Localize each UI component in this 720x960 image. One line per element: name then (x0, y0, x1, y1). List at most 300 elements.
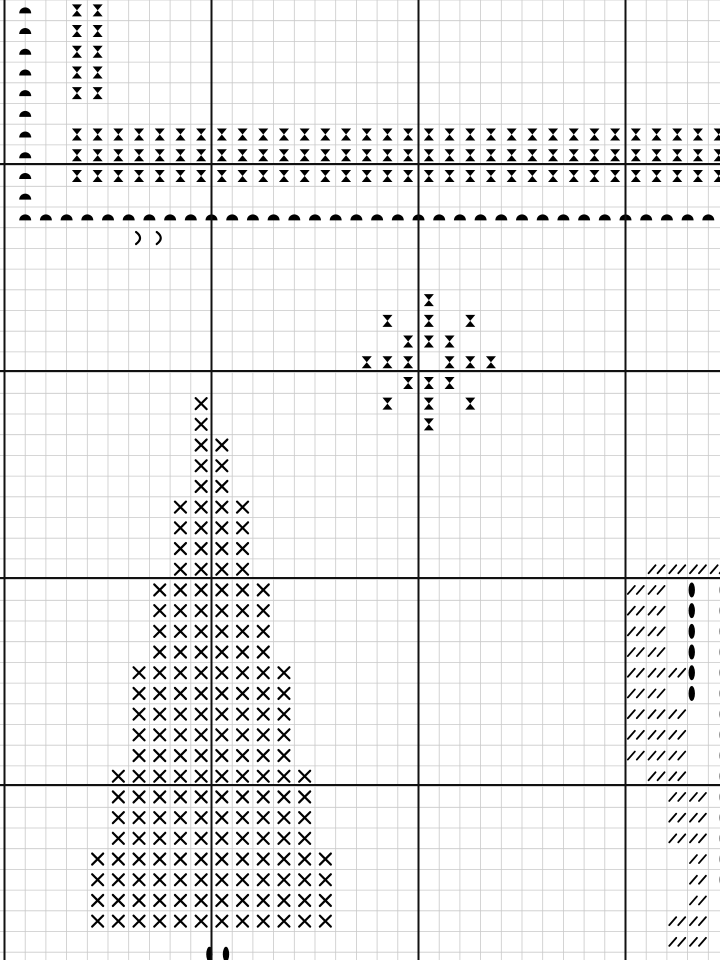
hourglass-icon (258, 149, 268, 161)
cross-icon (258, 647, 269, 658)
half-dome-icon (19, 90, 31, 96)
hourglass-icon (403, 170, 413, 182)
backstitch-slash-icon (649, 772, 665, 780)
oval-dot-icon (689, 665, 695, 680)
cross-icon (299, 874, 310, 885)
half-dome-icon (81, 214, 93, 220)
hourglass-icon (93, 46, 103, 58)
hourglass-icon (341, 149, 351, 161)
cross-icon (154, 916, 165, 927)
cross-icon (216, 502, 227, 513)
hourglass-icon (693, 149, 703, 161)
cross-icon (237, 584, 248, 595)
cross-icon (216, 771, 227, 782)
hourglass-icon (93, 149, 103, 161)
cross-icon (175, 564, 186, 575)
backstitch-slash-icon (669, 731, 685, 739)
cross-icon (196, 791, 207, 802)
cross-icon (134, 833, 145, 844)
half-dome-icon (371, 214, 383, 220)
cross-icon (196, 833, 207, 844)
cross-icon (154, 750, 165, 761)
half-dome-icon (682, 214, 694, 220)
hourglass-icon (362, 129, 372, 141)
hourglass-icon (175, 170, 185, 182)
cross-icon (196, 688, 207, 699)
cross-icon (258, 916, 269, 927)
backstitch-slash-icon (628, 731, 644, 739)
hourglass-icon (631, 170, 641, 182)
hourglass-icon (652, 170, 662, 182)
cross-icon (237, 522, 248, 533)
cross-icon (216, 460, 227, 471)
backstitch-slash-icon (690, 917, 706, 925)
cross-icon (175, 812, 186, 823)
backstitch-slash-icon (649, 607, 665, 615)
cross-icon (299, 833, 310, 844)
cross-icon (258, 833, 269, 844)
hourglass-icon (610, 149, 620, 161)
cross-icon (216, 647, 227, 658)
cross-icon (175, 916, 186, 927)
hourglass-icon (238, 129, 248, 141)
cross-icon (196, 460, 207, 471)
cross-icon (175, 522, 186, 533)
hourglass-icon (279, 149, 289, 161)
cross-icon (154, 812, 165, 823)
hourglass-icon (714, 170, 720, 182)
hourglass-icon (465, 170, 475, 182)
cross-icon (216, 833, 227, 844)
hourglass-icon (486, 149, 496, 161)
cross-icon (175, 833, 186, 844)
cross-icon (196, 502, 207, 513)
cross-icon (278, 854, 289, 865)
hourglass-icon (445, 149, 455, 161)
cross-icon (216, 916, 227, 927)
cross-icon (134, 771, 145, 782)
cross-icon (196, 543, 207, 554)
cross-icon (216, 522, 227, 533)
hourglass-icon (527, 170, 537, 182)
hourglass-icon (424, 129, 434, 141)
cross-icon (258, 895, 269, 906)
hourglass-icon (72, 170, 82, 182)
half-dome-icon (19, 152, 31, 158)
backstitch-slash-icon (628, 689, 644, 697)
cross-icon (320, 916, 331, 927)
cross-icon (92, 854, 103, 865)
hourglass-icon (548, 129, 558, 141)
cross-icon (113, 854, 124, 865)
hourglass-icon (403, 149, 413, 161)
cross-icon (134, 895, 145, 906)
hourglass-icon (196, 129, 206, 141)
oval-dot-icon (689, 645, 695, 660)
half-dome-icon (330, 214, 342, 220)
cross-icon (92, 895, 103, 906)
hourglass-icon (631, 149, 641, 161)
hourglass-icon (72, 25, 82, 37)
half-dome-icon (19, 69, 31, 75)
hourglass-icon (258, 170, 268, 182)
cross-icon (216, 729, 227, 740)
cross-icon (175, 543, 186, 554)
hourglass-icon (445, 336, 455, 348)
hourglass-icon (217, 170, 227, 182)
hourglass-icon (72, 149, 82, 161)
cross-icon (134, 854, 145, 865)
cross-icon (258, 874, 269, 885)
cross-icon (134, 812, 145, 823)
cross-icon (134, 916, 145, 927)
half-dome-icon (309, 214, 321, 220)
hourglass-icon (693, 129, 703, 141)
cross-icon (320, 874, 331, 885)
hourglass-icon (403, 356, 413, 368)
half-dome-icon (123, 214, 135, 220)
cross-icon (175, 688, 186, 699)
backstitch-slash-icon (628, 607, 644, 615)
hourglass-icon (631, 129, 641, 141)
hourglass-icon (424, 398, 434, 410)
cross-icon (258, 709, 269, 720)
cross-icon (113, 895, 124, 906)
backstitch-slash-icon (649, 689, 665, 697)
cross-icon (278, 812, 289, 823)
half-dome-icon (288, 214, 300, 220)
hourglass-icon (589, 129, 599, 141)
half-dome-icon (19, 132, 31, 138)
cross-icon (154, 647, 165, 658)
backstitch-slash-icon (690, 938, 706, 946)
hourglass-icon (72, 66, 82, 78)
hourglass-icon (589, 170, 599, 182)
hourglass-icon (403, 336, 413, 348)
cross-icon (113, 791, 124, 802)
hourglass-icon (300, 149, 310, 161)
cross-icon (258, 626, 269, 637)
hourglass-icon (300, 129, 310, 141)
cross-icon (196, 874, 207, 885)
cross-icon (196, 522, 207, 533)
cross-icon (196, 667, 207, 678)
cross-icon (175, 854, 186, 865)
hourglass-icon (445, 170, 455, 182)
hourglass-icon (382, 149, 392, 161)
cross-icon (113, 771, 124, 782)
hourglass-icon (93, 25, 103, 37)
cross-icon (278, 729, 289, 740)
hourglass-icon (507, 170, 517, 182)
backstitch-slash-icon (649, 669, 665, 677)
cross-icon (154, 791, 165, 802)
cross-icon (154, 605, 165, 616)
cross-icon (237, 916, 248, 927)
backstitch-slash-icon (669, 917, 685, 925)
cross-icon (196, 729, 207, 740)
half-dome-icon (164, 214, 176, 220)
half-dome-icon (661, 214, 673, 220)
hourglass-icon (424, 315, 434, 327)
cross-icon (216, 564, 227, 575)
hourglass-icon (93, 129, 103, 141)
hourglass-icon (155, 129, 165, 141)
backstitch-slash-icon (690, 896, 706, 904)
cross-icon (196, 750, 207, 761)
cross-icon (258, 812, 269, 823)
half-dome-icon (19, 111, 31, 117)
hourglass-icon (424, 418, 434, 430)
hourglass-icon (486, 129, 496, 141)
half-dome-icon (61, 214, 73, 220)
backstitch-slash-icon (628, 752, 644, 760)
hourglass-icon (72, 46, 82, 58)
hourglass-icon (465, 398, 475, 410)
hourglass-icon (175, 149, 185, 161)
half-dome-icon (475, 214, 487, 220)
backstitch-slash-icon (690, 793, 706, 801)
hourglass-icon (196, 149, 206, 161)
hourglass-icon (424, 149, 434, 161)
cross-icon (154, 729, 165, 740)
hourglass-icon (569, 149, 579, 161)
crescent-icon (157, 232, 161, 244)
cross-icon (154, 667, 165, 678)
cross-icon (175, 750, 186, 761)
half-dome-icon (19, 214, 31, 220)
cross-icon (258, 667, 269, 678)
stitch-symbols (19, 4, 720, 960)
cross-icon (299, 916, 310, 927)
hourglass-icon (445, 377, 455, 389)
cross-icon (175, 874, 186, 885)
hourglass-icon (113, 170, 123, 182)
cross-icon (113, 812, 124, 823)
hourglass-icon (548, 149, 558, 161)
hourglass-icon (362, 356, 372, 368)
cross-icon (175, 791, 186, 802)
cross-icon (216, 605, 227, 616)
cross-icon (175, 729, 186, 740)
hourglass-icon (486, 170, 496, 182)
oval-dot-icon (689, 582, 695, 597)
cross-icon (154, 874, 165, 885)
hourglass-icon (175, 129, 185, 141)
backstitch-slash-icon (669, 710, 685, 718)
backstitch-slash-icon (649, 627, 665, 635)
cross-icon (237, 605, 248, 616)
hourglass-icon (362, 149, 372, 161)
hourglass-icon (258, 129, 268, 141)
hourglass-icon (714, 129, 720, 141)
cross-icon (320, 854, 331, 865)
cross-icon (196, 771, 207, 782)
cross-icon (175, 584, 186, 595)
hourglass-icon (445, 129, 455, 141)
hourglass-icon (320, 170, 330, 182)
backstitch-slash-icon (649, 731, 665, 739)
cross-icon (113, 874, 124, 885)
cross-icon (237, 854, 248, 865)
hourglass-icon (113, 129, 123, 141)
backstitch-slash-icon (628, 710, 644, 718)
hourglass-icon (93, 4, 103, 16)
cross-icon (196, 605, 207, 616)
cross-icon (237, 709, 248, 720)
cross-icon (175, 647, 186, 658)
cross-icon (237, 874, 248, 885)
hourglass-icon (507, 149, 517, 161)
half-dome-icon (226, 214, 238, 220)
cross-icon (196, 812, 207, 823)
cross-icon (196, 481, 207, 492)
cross-icon (278, 895, 289, 906)
hourglass-icon (134, 149, 144, 161)
cross-icon (216, 874, 227, 885)
hourglass-icon (134, 170, 144, 182)
backstitch-slash-icon (690, 834, 706, 842)
cross-icon (175, 667, 186, 678)
crescent-icon (136, 232, 140, 244)
hourglass-icon (382, 129, 392, 141)
cross-icon (278, 688, 289, 699)
cross-icon (92, 874, 103, 885)
hourglass-icon (341, 170, 351, 182)
cross-icon (154, 895, 165, 906)
hourglass-icon (155, 170, 165, 182)
backstitch-slash-icon (628, 586, 644, 594)
cross-icon (216, 854, 227, 865)
backstitch-slash-icon (690, 814, 706, 822)
cross-icon (216, 543, 227, 554)
hourglass-icon (93, 87, 103, 99)
cross-icon (278, 709, 289, 720)
cross-icon (196, 895, 207, 906)
hourglass-icon (72, 129, 82, 141)
backstitch-slash-icon (669, 814, 685, 822)
cross-icon (196, 398, 207, 409)
cross-icon (175, 605, 186, 616)
half-dome-icon (495, 214, 507, 220)
cross-icon (175, 502, 186, 513)
hourglass-icon (424, 294, 434, 306)
cross-icon (278, 874, 289, 885)
backstitch-slash-icon (649, 586, 665, 594)
hourglass-icon (196, 170, 206, 182)
oval-dot-icon (689, 686, 695, 701)
backstitch-slash-icon (649, 752, 665, 760)
half-dome-icon (19, 28, 31, 34)
half-dome-icon (392, 214, 404, 220)
cross-icon (216, 440, 227, 451)
hourglass-icon (465, 129, 475, 141)
cross-icon (154, 833, 165, 844)
cross-icon (258, 791, 269, 802)
hourglass-icon (217, 149, 227, 161)
backstitch-slash-icon (649, 565, 665, 573)
cross-icon (299, 895, 310, 906)
backstitch-slash-icon (669, 938, 685, 946)
hourglass-icon (424, 170, 434, 182)
hourglass-icon (569, 129, 579, 141)
hourglass-icon (382, 398, 392, 410)
hourglass-icon (714, 149, 720, 161)
backstitch-slash-icon (669, 793, 685, 801)
half-dome-icon (454, 214, 466, 220)
cross-icon (320, 895, 331, 906)
cross-icon (154, 854, 165, 865)
cross-icon (258, 771, 269, 782)
cross-icon (258, 854, 269, 865)
backstitch-slash-icon (690, 565, 706, 573)
hourglass-icon (72, 4, 82, 16)
half-dome-icon (102, 214, 114, 220)
cross-icon (258, 729, 269, 740)
cross-icon (134, 729, 145, 740)
hourglass-icon (610, 129, 620, 141)
hourglass-icon (238, 170, 248, 182)
half-dome-icon (537, 214, 549, 220)
hourglass-icon (527, 149, 537, 161)
cross-icon (216, 481, 227, 492)
cross-icon (134, 688, 145, 699)
half-dome-icon (19, 194, 31, 200)
cross-icon (237, 647, 248, 658)
cross-icon (216, 688, 227, 699)
half-dome-icon (433, 214, 445, 220)
cross-icon (154, 709, 165, 720)
cross-icon (237, 791, 248, 802)
cross-icon (216, 667, 227, 678)
hourglass-icon (403, 129, 413, 141)
cross-icon (237, 812, 248, 823)
cross-icon (134, 791, 145, 802)
cross-icon (237, 833, 248, 844)
hourglass-icon (445, 356, 455, 368)
cross-icon (196, 440, 207, 451)
cross-icon (278, 750, 289, 761)
half-dome-icon (350, 214, 362, 220)
cross-icon (299, 812, 310, 823)
cross-icon (196, 916, 207, 927)
cross-icon (299, 771, 310, 782)
hourglass-icon (610, 170, 620, 182)
hourglass-icon (424, 336, 434, 348)
cross-icon (258, 605, 269, 616)
half-dome-icon (19, 49, 31, 55)
hourglass-icon (217, 129, 227, 141)
cross-icon (113, 833, 124, 844)
cross-icon (154, 584, 165, 595)
half-dome-icon (640, 214, 652, 220)
cross-icon (278, 916, 289, 927)
cross-icon (278, 791, 289, 802)
hourglass-icon (589, 149, 599, 161)
half-dome-icon (143, 214, 155, 220)
cross-icon (237, 729, 248, 740)
oval-dot-icon (689, 624, 695, 639)
cross-icon (237, 626, 248, 637)
hourglass-icon (382, 315, 392, 327)
cross-icon (154, 771, 165, 782)
hourglass-icon (424, 377, 434, 389)
backstitch-slash-icon (690, 855, 706, 863)
cross-icon (196, 709, 207, 720)
hourglass-icon (113, 149, 123, 161)
cross-icon (216, 895, 227, 906)
cross-icon (113, 916, 124, 927)
